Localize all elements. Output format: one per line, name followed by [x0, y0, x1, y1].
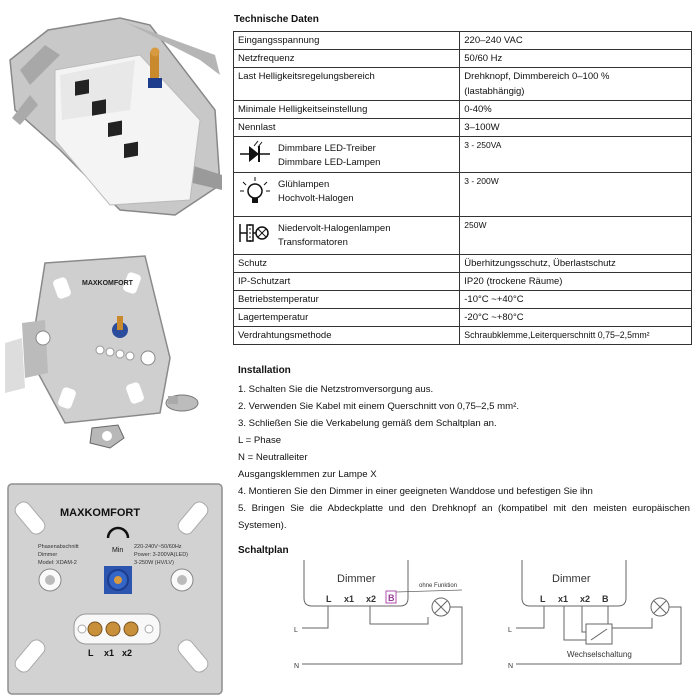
install-step: 4. Montieren Sie den Dimmer in einer geeigneten Wanddose und befestigen Sie ihn	[238, 486, 593, 497]
terminal-b-left: B	[388, 593, 395, 603]
load-row	[234, 217, 692, 255]
load-label-1: Niedervolt-Halogenlampen	[278, 223, 391, 234]
spec-value: Schraubklemme,Leiterquerschnitt 0,75–2,5mm²	[460, 327, 692, 345]
spec-label: Minimale Helligkeitseinstellung	[234, 101, 460, 119]
led-diode-icon	[238, 140, 272, 164]
terminal-l-label: L	[88, 648, 94, 658]
rating-line-2: Power: 3-200VA(LED)	[134, 552, 189, 558]
terminal-x1-left: x1	[344, 594, 355, 604]
dimmer-label-left: Dimmer	[337, 573, 376, 585]
install-step: 5. Bringen Sie die Abdeckplatte und den Drehknopf an (kompatibel mit den meisten europäischen Systemen).	[238, 503, 690, 531]
dimmer-front-angled-photo	[0, 238, 232, 453]
spec-label: Eingangsspannung	[234, 32, 460, 50]
install-step: 2. Verwenden Sie Kabel mit einem Querschnitt von 0,75–2,5 mm².	[238, 401, 520, 412]
spec-row	[234, 273, 692, 291]
spec-row	[234, 291, 692, 309]
model-line-2: Dimmer	[38, 552, 58, 558]
spec-value: IP20 (trockene Räume)	[460, 273, 692, 291]
spec-row	[234, 327, 692, 345]
spec-row	[234, 50, 692, 68]
wire-l-left: L	[294, 627, 298, 634]
spec-value-line-2: (lastabhängig)	[464, 86, 525, 97]
terminal-x2-label: x2	[122, 648, 133, 658]
load-label-1: Glühlampen	[278, 179, 330, 190]
spec-label: Betriebstemperatur	[234, 291, 460, 309]
load-value: 250W	[460, 217, 692, 255]
spec-label: Lagertemperatur	[234, 309, 460, 327]
brand-label: MAXKOMFORT	[60, 507, 141, 519]
load-row	[234, 137, 692, 173]
load-row	[234, 173, 692, 217]
wire-l-right: L	[508, 627, 512, 634]
model-line-1: Phasenabschnitt	[38, 544, 79, 550]
terminal-l-left: L	[326, 594, 332, 604]
terminal-x2-right: x2	[580, 594, 591, 604]
spec-row	[234, 68, 692, 101]
spec-title: Technische Daten	[234, 14, 319, 25]
wire-n-left: N	[294, 663, 300, 670]
spec-row	[234, 309, 692, 327]
light-bulb-icon	[238, 176, 272, 208]
spec-value: -20°C ~+80°C	[460, 309, 692, 327]
terminal-x2-left: x2	[366, 594, 377, 604]
brand-label-angled: MAXKOMFORT	[82, 280, 133, 287]
install-step: 3. Schließen Sie die Verkabelung gemäß dem Schaltplan an.	[238, 418, 497, 429]
spec-value: -10°C ~+40°C	[460, 291, 692, 309]
spec-label: Nennlast	[234, 119, 460, 137]
load-value: 3 - 250VA	[460, 137, 692, 173]
spec-row	[234, 119, 692, 137]
spec-label: Netzfrequenz	[234, 50, 460, 68]
spec-label: Last Helligkeitsregelungsbereich	[234, 68, 460, 101]
schaltplan-title: Schaltplan	[238, 545, 289, 556]
load-label-2: Hochvolt-Halogen	[278, 193, 354, 204]
terminal-x1-right: x1	[558, 594, 569, 604]
spec-row	[234, 32, 692, 50]
spec-value: Überhitzungsschutz, Überlastschutz	[460, 255, 692, 273]
load-label-2: Transformatoren	[278, 237, 348, 248]
load-label-1: Dimmbare LED-Treiber	[278, 143, 376, 154]
min-label: Min	[112, 547, 124, 554]
rating-line-1: 220-240V~50/60Hz	[134, 544, 182, 550]
switch-label: Wechselschaltung	[567, 650, 632, 659]
install-step: 1. Schalten Sie die Netzstromversorgung aus.	[238, 384, 434, 395]
spec-table	[233, 31, 692, 345]
dimmer-front-photo	[0, 478, 232, 700]
spec-value: 3–100W	[460, 119, 692, 137]
spec-label: IP-Schutzart	[234, 273, 460, 291]
dimmer-side-photo	[0, 0, 232, 225]
spec-row	[234, 101, 692, 119]
spec-value: 0-40%	[460, 101, 692, 119]
install-step: L = Phase	[238, 435, 282, 446]
dimmer-label-right: Dimmer	[552, 573, 591, 585]
terminal-b-right: B	[602, 594, 609, 604]
spec-value	[460, 68, 692, 101]
wiring-diagram	[282, 560, 694, 672]
installation-section	[238, 362, 690, 534]
spec-label: Verdrahtungsmethode	[234, 327, 460, 345]
spec-label: Schutz	[234, 255, 460, 273]
spec-value: 50/60 Hz	[460, 50, 692, 68]
installation-title: Installation	[238, 365, 291, 376]
terminal-l-right: L	[540, 594, 546, 604]
load-label-2: Dimmbare LED-Lampen	[278, 157, 381, 168]
install-step: Ausgangsklemmen zur Lampe X	[238, 469, 377, 480]
terminal-x1-label: x1	[104, 648, 115, 658]
model-line-3: Model: XDAM-2	[38, 560, 77, 566]
spec-value-line-1: Drehknopf, Dimmbereich 0–100 %	[464, 71, 610, 82]
load-value: 3 - 200W	[460, 173, 692, 217]
no-function-label: ohne Funktion	[419, 583, 458, 589]
rating-line-3: 3-250W (HV/LV)	[134, 560, 174, 566]
wire-n-right: N	[508, 663, 514, 670]
transformer-icon	[238, 220, 272, 246]
spec-value: 220–240 VAC	[460, 32, 692, 50]
spec-row	[234, 255, 692, 273]
install-step: N = Neutralleiter	[238, 452, 308, 463]
